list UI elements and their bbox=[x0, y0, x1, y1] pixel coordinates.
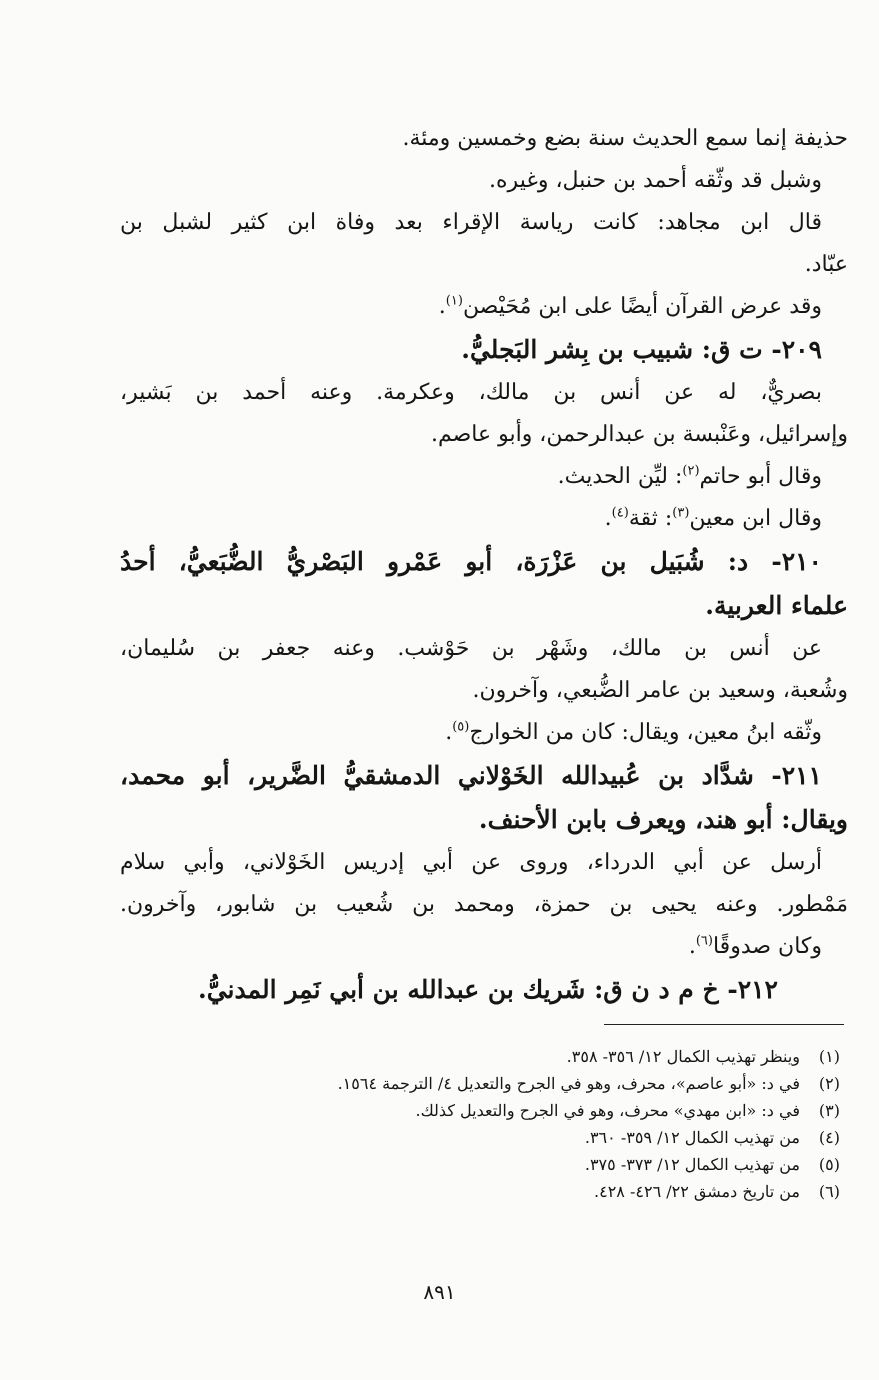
heading-text: ٢٠٩- ت ق: شبيب بن بِشر البَجليُّ. bbox=[461, 335, 822, 364]
heading-text: ٢١١- شدَّاد بن عُبيدالله الخَوْلاني الدمشقيُّ الضَّرير، أبو محمد، bbox=[120, 761, 822, 790]
line-text: وقال ابن معين bbox=[689, 506, 822, 531]
text-line bbox=[120, 160, 848, 202]
line-text: وشبل قد وثّقه أحمد بن حنبل، وغيره. bbox=[489, 168, 822, 193]
line-text: وشُعبة، وسعيد بن عامر الضُّبعي، وآخرون. bbox=[472, 678, 848, 703]
page-number: ٨٩١ bbox=[423, 1280, 456, 1304]
line-text: . bbox=[604, 506, 612, 531]
text-line bbox=[120, 712, 848, 754]
line-text: وقال أبو حاتم bbox=[699, 464, 822, 489]
text-line bbox=[120, 842, 848, 884]
entry-heading-210-cont bbox=[120, 584, 848, 628]
footnote-text: من تهذيب الكمال ١٢/ ٣٥٩- ٣٦٠. bbox=[584, 1128, 800, 1147]
entry-heading-212 bbox=[120, 968, 848, 1012]
footnote-number: (٢) bbox=[818, 1074, 840, 1093]
entry-heading-209 bbox=[120, 328, 848, 372]
line-text: وكان صدوقًا bbox=[712, 934, 822, 959]
text-line bbox=[120, 628, 848, 670]
footnote-ref-3[interactable]: (٣) bbox=[672, 505, 690, 521]
footnote-number: (٦) bbox=[818, 1182, 840, 1201]
line-text: عن أنس بن مالك، وشَهْر بن حَوْشب. وعنه جعفر بن سُليمان، bbox=[120, 636, 822, 661]
footnote-ref-5[interactable]: (٥) bbox=[452, 719, 470, 735]
entry-heading-210 bbox=[120, 540, 848, 584]
line-text: وثّقه ابنُ معين، ويقال: كان من الخوارج bbox=[469, 720, 822, 745]
text-line bbox=[120, 884, 848, 926]
line-text: . bbox=[445, 720, 453, 745]
line-text: وإسرائيل، وعَنْبسة بن عبدالرحمن، وأبو عاصم. bbox=[430, 422, 848, 447]
footnote-ref-4[interactable]: (٤) bbox=[611, 505, 629, 521]
line-text: حذيفة إنما سمع الحديث سنة بضع وخمسين ومئة. bbox=[402, 126, 848, 151]
line-text: مَمْطور. وعنه يحيى بن حمزة، ومحمد بن شُعيب بن شابور، وآخرون. bbox=[120, 892, 848, 917]
footnote-text: من تاريخ دمشق ٢٢/ ٤٢٦- ٤٢٨. bbox=[594, 1182, 800, 1201]
entry-heading-211 bbox=[120, 754, 848, 798]
text-line bbox=[120, 414, 848, 456]
text-line bbox=[120, 118, 848, 160]
footnote-1 bbox=[120, 1043, 848, 1070]
text-line bbox=[120, 926, 848, 968]
footnote-text: وينظر تهذيب الكمال ١٢/ ٣٥٦- ٣٥٨. bbox=[566, 1047, 800, 1066]
footnote-3 bbox=[120, 1097, 848, 1124]
footnote-number: (١) bbox=[818, 1047, 840, 1066]
text-line bbox=[120, 244, 848, 286]
line-text: بصريٌّ، له عن أنس بن مالك، وعكرمة. وعنه أحمد بن بَشير، bbox=[120, 380, 822, 405]
footnotes bbox=[120, 1043, 848, 1205]
footnote-number: (٤) bbox=[818, 1128, 840, 1147]
text-line bbox=[120, 202, 848, 244]
text-line bbox=[120, 456, 848, 498]
heading-text: ويقال: أبو هند، ويعرف بابن الأحنف. bbox=[478, 805, 848, 834]
footnote-text: في د: «أبو عاصم»، محرف، وهو في الجرح والتعديل ٤/ الترجمة ١٥٦٤. bbox=[337, 1074, 800, 1093]
footnote-number: (٥) bbox=[818, 1155, 840, 1174]
footnote-ref-6[interactable]: (٦) bbox=[695, 933, 713, 949]
footnote-5 bbox=[120, 1151, 848, 1178]
heading-text: ٢١٠- د: شُبَيل بن عَزْرَة، أبو عَمْرو البَصْريُّ الضُّبَعيُّ، أحدُ bbox=[120, 547, 822, 576]
text-line bbox=[120, 498, 848, 540]
line-text: : ليِّن الحديث. bbox=[557, 464, 683, 489]
text-line bbox=[120, 286, 848, 328]
line-text: . bbox=[438, 294, 446, 319]
entry-heading-211-cont bbox=[120, 798, 848, 842]
heading-text: ٢١٢- خ م د ن ق: شَريك بن عبدالله بن أبي نَمِر المدنيُّ. bbox=[197, 975, 778, 1004]
footnote-ref-1[interactable]: (١) bbox=[445, 293, 463, 309]
line-text: : ثقة bbox=[628, 506, 673, 531]
heading-text: علماء العربية. bbox=[705, 591, 848, 620]
line-text: عبّاد. bbox=[804, 252, 848, 277]
text-line bbox=[120, 372, 848, 414]
footnote-4 bbox=[120, 1124, 848, 1151]
line-text: قال ابن مجاهد: كانت رياسة الإقراء بعد وفاة ابن كثير لشبل بن bbox=[120, 210, 822, 235]
footnote-2 bbox=[120, 1070, 848, 1097]
main-text bbox=[120, 118, 848, 1012]
footnote-6 bbox=[120, 1178, 848, 1205]
footnote-text: في د: «ابن مهدي» محرف، وهو في الجرح والتعديل كذلك. bbox=[415, 1101, 800, 1120]
footnote-text: من تهذيب الكمال ١٢/ ٣٧٣- ٣٧٥. bbox=[584, 1155, 800, 1174]
text-line bbox=[120, 670, 848, 712]
line-text: . bbox=[688, 934, 696, 959]
footnote-ref-2[interactable]: (٢) bbox=[682, 463, 700, 479]
line-text: أرسل عن أبي الدرداء، وروى عن أبي إدريس الخَوْلاني، وأبي سلام bbox=[120, 850, 822, 875]
footnote-number: (٣) bbox=[818, 1101, 840, 1120]
line-text: وقد عرض القرآن أيضًا على ابن مُحَيْصن bbox=[462, 294, 822, 319]
footnote-divider bbox=[604, 1024, 844, 1025]
